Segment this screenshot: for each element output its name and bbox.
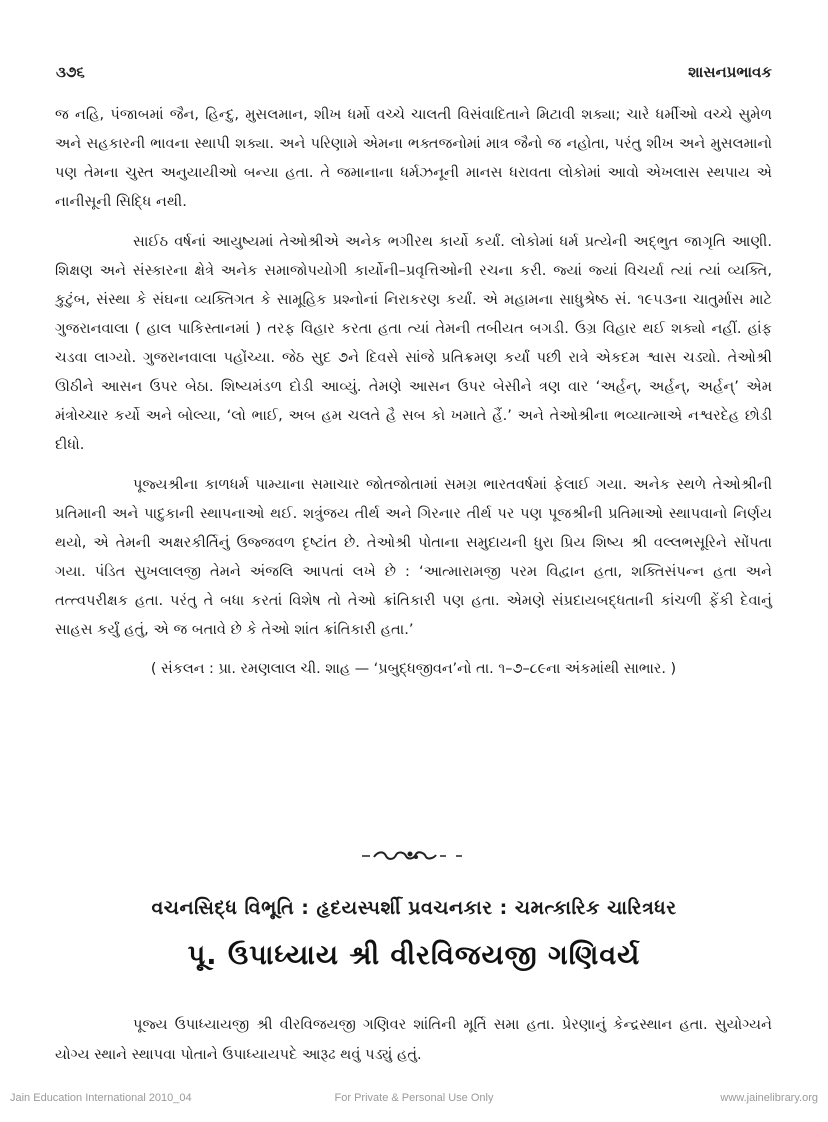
paragraph-life-works: સાઈઠ વર્ષનાં આયુષ્યમાં તેઓશ્રીએ અનેક ભગીરથ કાર્યો કર્યાં. લોકોમાં ધર્મ પ્રત્યેની અદ્ભુત જાગૃતિ આણી. શિક્ષણ અને સંસ્કારના ક્ષેત્રે અનેક સમાજોપયોગી કાર્યોની–પ્રવૃત્તિઓની રચના કરી. જ્યાં જ્યાં વિચર્યા ત્યાં ત્યાં વ્યક્તિ, કુટુંબ, સંસ્થા કે સંઘના વ્યક્તિગત કે સામૂહિક પ્રશ્નોનાં નિરાકરણ કર્યાં. એ મહામના સાધુશ્રેષ્ઠ સં. ૧૯૫૩ના ચાતુર્માસ માટે ગુજરાનવાલા ( હાલ પાકિસ્તાનમાં ) તરફ વિહાર કરતા હતા ત્યાં તેમની તબીયત બગડી. ઉગ્ર વિહાર થઈ શક્યો નહીં. હાંફ ચડવા લાગ્યો. ગુજરાનવાલા પહોંચ્યા. જેઠ સુદ ૭ને દિવસે સાંજે પ્રતિક્રમણ કર્યાં પછી રાત્રે એકદમ શ્વાસ ચડ્યો. તેઓશ્રી ઊઠીને આસન ઉપર બેઠા. શિષ્યમંડળ દોડી આવ્યું. તેમણે આસન ઉપર બેસીને ત્રણ વાર ‘અર્હન્, અર્હન્, અર્હન્’ એમ મંત્રોચ્ચાર કર્યો અને બોલ્યા, ‘લો ભાઈ, અબ હમ ચલતે હૈ સબ કો ખમાતે હૈં.’ અને તેઓશ્રીના ભવ્યાત્માએ નશ્વરદેહ છોડી દીધો. xyxy=(55,233,772,453)
section-paragraph: પૂજ્ય ઉપાધ્યાયજી શ્રી વીરવિજયજી ગણિવર શાંતિની મૂર્તિ સમા હતા. પ્રેરણાનું કેન્દ્રસ્થાન હતા. સુયોગ્યને યોગ્ય સ્થાને સ્થાપવા પોતાને ઉપાધ્યાયપદે આરૂઢ થવું પડ્યું હતું. xyxy=(55,1016,772,1063)
source-credit: ( સંકલન : પ્રા. રમણલાલ ચી. શાહ — ‘પ્રબુદ્ધજીવન’નો તા. ૧–૭–૮૯ના અંકમાંથી સાભાર. ) xyxy=(150,661,677,677)
footer-publisher: Jain Education International 2010_04 xyxy=(10,1092,192,1104)
article-body xyxy=(55,100,772,695)
section-subtitle: વચનસિદ્ધ વિભૂતિ : હૃદયસ્પર્શી પ્રવચનકાર : ચમત્કારિક ચારિત્રધર xyxy=(151,897,677,919)
page-header xyxy=(56,60,772,84)
decorative-flourish-icon xyxy=(360,848,470,864)
footer-website: www.jainelibrary.org xyxy=(720,1092,818,1104)
footer-usage-notice: For Private & Personal Use Only xyxy=(334,1092,494,1104)
section-body xyxy=(55,1010,772,1070)
running-title: શાસનપ્રભાવક xyxy=(688,63,772,81)
page-footer xyxy=(10,1092,818,1104)
page-number: ૩૭૬ xyxy=(56,63,85,81)
section-title: પૂ. ઉપાધ્યાય શ્રી વીરવિજયજી ગણિવર્ય xyxy=(187,940,641,971)
paragraph-continuation: જ નહિ, પંજાબમાં જૈન, હિન્દુ, મુસલમાન, શીખ ધર્મો વચ્ચે ચાલતી વિસંવાદિતાને મિટાવી શક્યા; ચારે ધર્મીઓ વચ્ચે સુમેળ અને સહકારની ભાવના સ્થાપી શક્યા. અને પરિણામે એમના ભક્તજનોમાં માત્ર જૈનો જ નહોતા, પરંતુ શીખ અને મુસલમાનો પણ તેમના ચુસ્ત અનુયાયીઓ બન્યા હતા. તે જમાનાના ધર્મઝનૂની માનસ ધરાવતા લોકોમાં આવો એખલાસ સ્થપાય એ નાનીસૂની સિદ્ધિ નથી. xyxy=(55,106,772,210)
paragraph-legacy: પૂજ્યશ્રીના કાળધર્મ પામ્યાના સમાચાર જોતજોતામાં સમગ્ર ભારતવર્ષમાં ફેલાઈ ગયા. અનેક સ્થળે તેઓશ્રીની પ્રતિમાની અને પાદુકાની સ્થાપનાઓ થઈ. શત્રુંજય તીર્થ અને ગિરનાર તીર્થ પર પણ પૂજશ્રીની પ્રતિમાઓ સ્થાપવાનો નિર્ણય થયો, એ તેમની અક્ષરકીર્તિનું ઉજ્જવળ દૃષ્ટાંત છે. તેઓશ્રી પોતાના સમુદાયની ધુરા પ્રિય શિષ્ય શ્રી વલ્લભસૂરિને સોંપતા ગયા. પંડિત સુખલાલજી તેમને અંજલિ આપતાં લખે છે : ‘આત્મારામજી પરમ વિદ્વાન હતા, શક્તિસંપન્ન હતા અને તત્ત્વપરીક્ષક હતા. પરંતુ તે બધા કરતાં વિશેષ તો તેઓ ક્રાંતિકારી પણ હતા. એમણે સંપ્રદાયબદ્ધતાની કાંચળી ફેંકી દેવાનું સાહસ કર્યું હતું, એ જ બતાવે છે કે તેઓ શાંત ક્રાંતિકારી હતા.’ xyxy=(55,476,772,638)
